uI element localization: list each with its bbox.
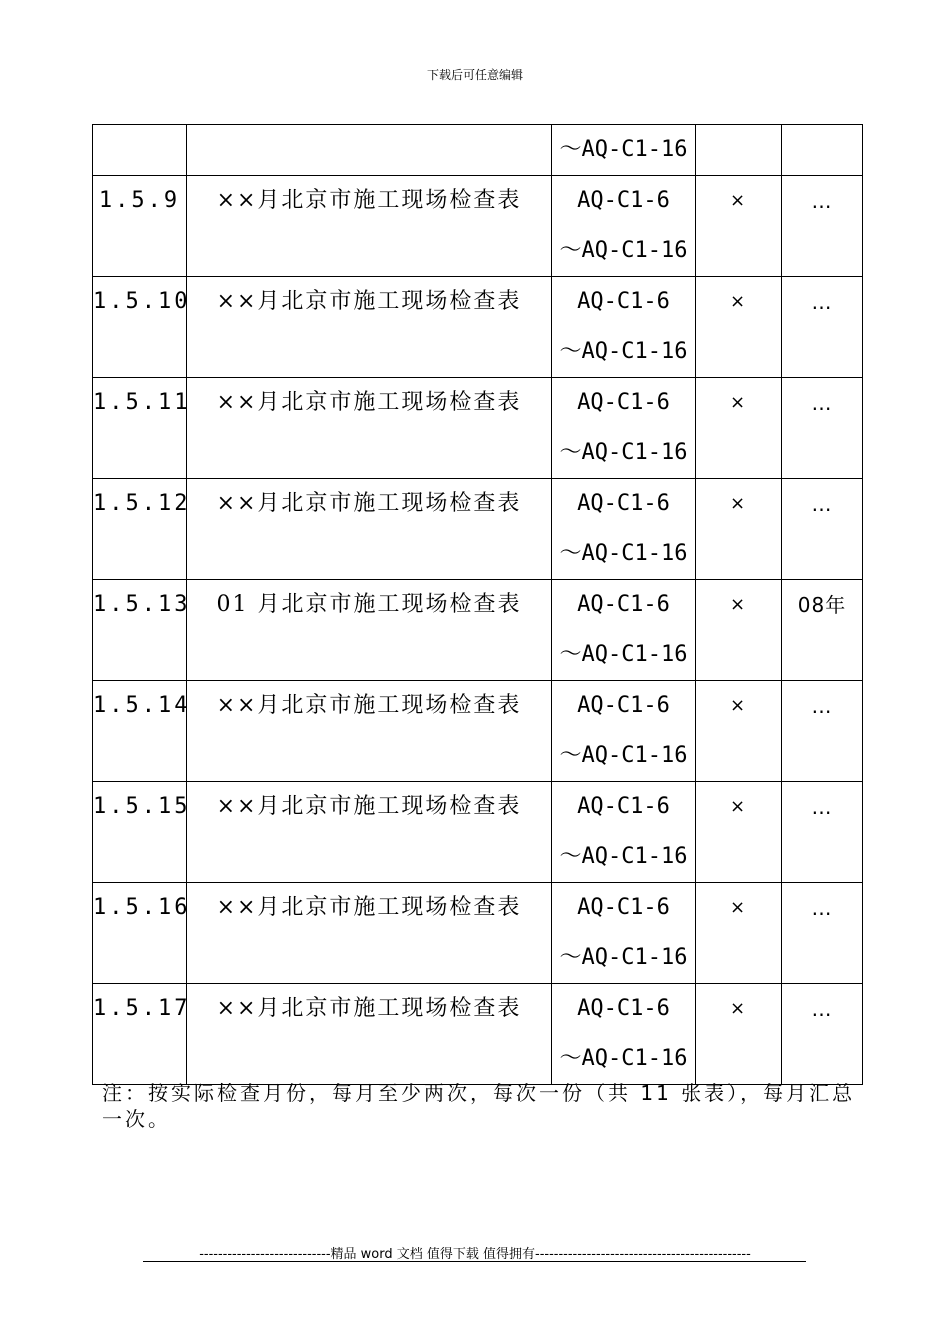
table-row [93, 782, 863, 883]
footer-rule [143, 1261, 806, 1262]
mark-text: × [729, 796, 748, 817]
item-number-text: 1.5.14 [93, 693, 191, 718]
table-body [93, 125, 863, 1085]
form-code-text: ～AQ-C1-16 [559, 945, 688, 970]
page-footer: ----------------------------精品 word 文档 值得下载 值得拥有---------------------------------------------- [199, 1247, 751, 1262]
mark-text [696, 125, 781, 175]
remark-cell [782, 580, 863, 681]
table-row [93, 984, 863, 1085]
form-title-cell [187, 580, 552, 681]
form-title-cell [187, 681, 552, 782]
table-row [93, 277, 863, 378]
form-code-text: ～AQ-C1-16 [559, 1046, 688, 1071]
remark-text: … [811, 997, 833, 1021]
remark-text: … [811, 290, 833, 314]
mark-cell [696, 984, 782, 1085]
form-code-cell [552, 681, 696, 782]
form-code-cell [552, 176, 696, 277]
item-number-cell [93, 580, 191, 681]
form-title-cell [187, 479, 552, 580]
remark-text: … [811, 694, 833, 718]
item-number-cell [93, 125, 187, 176]
form-title-cell [187, 277, 552, 378]
form-code-text: AQ-C1-6 [577, 491, 670, 516]
item-number-cell [93, 984, 191, 1085]
form-code-text: AQ-C1-6 [577, 693, 670, 718]
item-number-text: 1.5.16 [93, 895, 191, 920]
remark-text: 08年 [797, 593, 847, 617]
form-code-text: ～AQ-C1-16 [559, 541, 688, 566]
item-number-cell [93, 883, 191, 984]
form-code-text: ～AQ-C1-16 [559, 238, 688, 263]
item-number-text: 1.5.10 [93, 289, 191, 314]
table-row [93, 125, 863, 176]
remark-cell [782, 176, 863, 277]
mark-cell [696, 125, 782, 176]
form-code-text: AQ-C1-6 [577, 188, 670, 213]
item-number-text [93, 125, 186, 175]
form-title-text [187, 125, 551, 175]
item-number-text: 1.5.13 [93, 592, 191, 617]
form-code-text: AQ-C1-6 [577, 895, 670, 920]
form-code-text: AQ-C1-6 [577, 996, 670, 1021]
remark-cell [782, 681, 863, 782]
form-code-cell [552, 883, 696, 984]
remark-cell [782, 479, 863, 580]
form-title-text: ××月北京市施工现场检查表 [216, 895, 522, 920]
mark-cell [696, 681, 782, 782]
footnote: 注：按实际检查月份，每月至少两次，每次一份（共 11 张表），每月汇总一次。 [102, 1081, 856, 1131]
mark-text: × [729, 594, 748, 615]
remark-text: … [811, 189, 833, 213]
mark-text: × [729, 897, 748, 918]
table-row [93, 681, 863, 782]
mark-text: × [729, 493, 748, 514]
mark-text: × [729, 190, 748, 211]
form-title-cell [187, 176, 552, 277]
form-code-text: AQ-C1-6 [577, 289, 670, 314]
remark-cell [782, 378, 863, 479]
form-title-cell [187, 782, 552, 883]
inspection-table [92, 124, 863, 1085]
form-code-text: ～AQ-C1-16 [559, 339, 688, 364]
form-code-text: ～AQ-C1-16 [559, 440, 688, 465]
mark-text: × [729, 998, 748, 1019]
form-title-text: ××月北京市施工现场检查表 [216, 794, 522, 819]
form-title-text: ××月北京市施工现场检查表 [216, 693, 522, 718]
form-code-cell [552, 580, 696, 681]
table-row [93, 378, 863, 479]
table-row [93, 176, 863, 277]
form-code-text: ～AQ-C1-16 [559, 743, 688, 768]
remark-text: … [811, 391, 833, 415]
form-code-text: AQ-C1-6 [577, 794, 670, 819]
form-code-cell [552, 782, 696, 883]
mark-text: × [729, 392, 748, 413]
form-code-text: ～AQ-C1-16 [559, 642, 688, 667]
item-number-text: 1.5.15 [93, 794, 191, 819]
page-header: 下载后可任意编辑 [426, 68, 523, 82]
remark-cell [782, 125, 863, 176]
form-title-text: ××月北京市施工现场检查表 [216, 289, 522, 314]
item-number-cell [93, 176, 187, 277]
remark-cell [782, 984, 863, 1085]
form-title-cell [187, 883, 552, 984]
remark-cell [782, 782, 863, 883]
remark-text: … [811, 896, 833, 920]
item-number-cell [93, 479, 191, 580]
mark-cell [696, 277, 782, 378]
mark-cell [696, 378, 782, 479]
table-row [93, 479, 863, 580]
form-title-cell [187, 125, 552, 176]
item-number-cell [93, 277, 191, 378]
form-title-text: ××月北京市施工现场检查表 [216, 491, 522, 516]
form-title-cell [187, 378, 552, 479]
mark-cell [696, 479, 782, 580]
form-code-cell [552, 277, 696, 378]
form-code-text: ～AQ-C1-16 [559, 844, 688, 869]
form-code-text: ～AQ-C1-16 [559, 137, 688, 162]
form-code-cell [552, 984, 696, 1085]
item-number-cell [93, 782, 191, 883]
remark-cell [782, 277, 863, 378]
form-title-cell [187, 984, 552, 1085]
form-code-cell [552, 378, 696, 479]
form-code-cell [552, 125, 696, 176]
item-number-text: 1.5.11 [93, 390, 191, 415]
item-number-text: 1.5.17 [93, 996, 191, 1021]
table-row [93, 883, 863, 984]
item-number-cell [93, 681, 191, 782]
mark-text: × [729, 695, 748, 716]
mark-cell [696, 176, 782, 277]
remark-cell [782, 883, 863, 984]
item-number-cell [93, 378, 191, 479]
form-title-text: ××月北京市施工现场检查表 [216, 390, 522, 415]
mark-cell [696, 883, 782, 984]
form-title-text: ××月北京市施工现场检查表 [216, 996, 522, 1021]
mark-text: × [729, 291, 748, 312]
form-title-text: ××月北京市施工现场检查表 [216, 188, 522, 213]
remark-text: … [811, 492, 833, 516]
form-code-text: AQ-C1-6 [577, 390, 670, 415]
mark-cell [696, 580, 782, 681]
form-title-text: 01 月北京市施工现场检查表 [216, 592, 522, 617]
remark-text: … [811, 795, 833, 819]
mark-cell [696, 782, 782, 883]
form-code-text: AQ-C1-6 [577, 592, 670, 617]
item-number-text: 1.5.9 [98, 188, 181, 213]
form-code-cell [552, 479, 696, 580]
remark-text [782, 125, 862, 175]
table-row [93, 580, 863, 681]
item-number-text: 1.5.12 [93, 491, 191, 516]
